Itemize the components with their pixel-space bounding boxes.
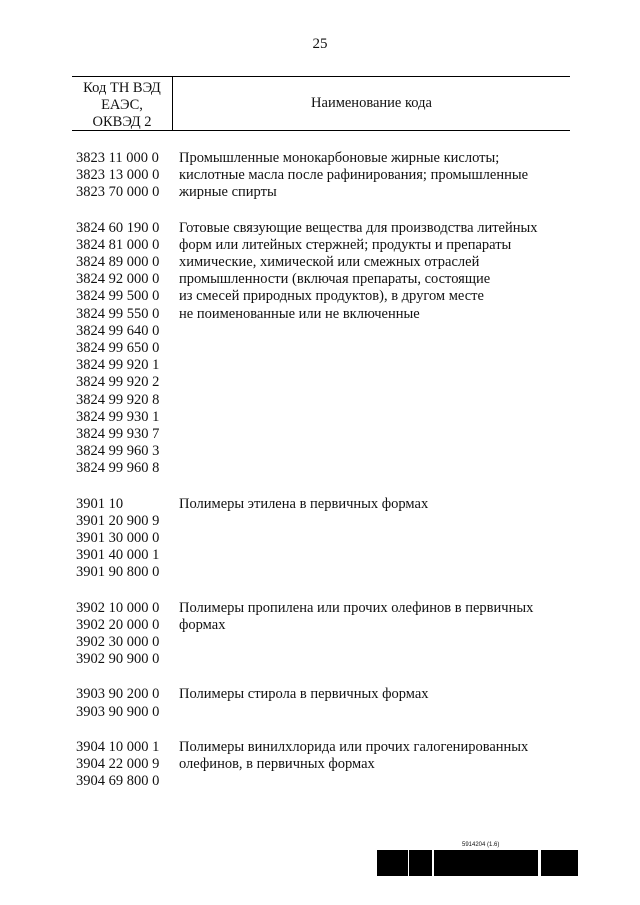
- header-code-column: [72, 80, 172, 131]
- barcode-bar: [382, 850, 385, 876]
- barcode-bar: [545, 850, 546, 876]
- barcode-bar: [541, 850, 542, 876]
- code-value: 3902 90 900 0: [76, 651, 160, 668]
- barcode-bar: [524, 850, 527, 876]
- barcode-bar: [519, 850, 520, 876]
- barcode-bar: [414, 850, 417, 876]
- table-row: [76, 686, 570, 720]
- description-line: формах: [179, 616, 226, 633]
- code-value: 3824 99 960 8: [76, 460, 160, 477]
- barcode-bar: [559, 850, 561, 876]
- barcode-bar: [377, 850, 378, 876]
- barcode-bar: [480, 850, 482, 876]
- code-description: [179, 686, 570, 720]
- barcode-bar: [492, 850, 493, 876]
- code-value: 3903 90 900 0: [76, 703, 160, 720]
- table-row: [76, 150, 570, 202]
- barcode-bar: [388, 850, 391, 876]
- barcode-bar: [561, 850, 564, 876]
- table-row: [76, 496, 570, 582]
- description-line: Полимеры пропилена или прочих олефинов в первичных: [179, 599, 534, 616]
- barcode-bar: [407, 850, 408, 876]
- barcode-bar: [537, 850, 538, 876]
- barcode-bar: [476, 850, 478, 876]
- barcode-bar: [555, 850, 558, 876]
- barcode-bar: [427, 850, 429, 876]
- code-value: 3824 81 000 0: [76, 236, 160, 253]
- code-list: [76, 600, 179, 669]
- barcode-bar: [425, 850, 426, 876]
- barcode-bar: [506, 850, 508, 876]
- code-value: 3824 99 960 3: [76, 443, 160, 460]
- code-description: [179, 496, 570, 582]
- code-value: 3901 10: [76, 495, 124, 512]
- barcode-bar: [571, 850, 572, 876]
- code-value: 3824 99 550 0: [76, 305, 160, 322]
- code-value: 3823 13 000 0: [76, 167, 160, 184]
- code-list: [76, 496, 179, 582]
- code-value: 3824 99 650 0: [76, 340, 160, 357]
- barcode-bar: [467, 850, 468, 876]
- barcode-bar: [536, 850, 537, 876]
- barcode-bar: [564, 850, 565, 876]
- barcode-bar: [577, 850, 578, 876]
- barcode-bar: [459, 850, 460, 876]
- barcode-bar: [471, 850, 474, 876]
- code-value: 3824 99 920 8: [76, 391, 160, 408]
- barcode-bar: [546, 850, 547, 876]
- code-value: 3904 69 800 0: [76, 773, 160, 790]
- barcode-bar: [378, 850, 379, 876]
- description-line: Полимеры винилхлорида или прочих галогенированных: [179, 738, 529, 755]
- barcode-bar: [527, 850, 528, 876]
- code-value: 3824 99 930 1: [76, 408, 160, 425]
- barcode-bar: [417, 850, 419, 876]
- barcode-bar: [461, 850, 463, 876]
- barcode-bar: [511, 850, 514, 876]
- code-value: 3904 10 000 1: [76, 738, 160, 755]
- code-value: 3823 11 000 0: [76, 150, 159, 166]
- header-name-column: Наименование кода: [311, 94, 432, 111]
- barcode-bar: [483, 850, 484, 876]
- barcode-bar: [381, 850, 382, 876]
- barcode-bar: [385, 850, 388, 876]
- barcode-bar: [508, 850, 511, 876]
- barcode-bar: [409, 850, 411, 876]
- description-line: Промышленные монокарбоновые жирные кислоты;: [179, 150, 500, 166]
- barcode-bar: [403, 850, 405, 876]
- barcode-bar: [554, 850, 555, 876]
- code-value: 3902 20 000 0: [76, 616, 160, 633]
- code-value: 3824 99 920 1: [76, 357, 160, 374]
- barcode-bar: [565, 850, 568, 876]
- barcode-bar: [395, 850, 398, 876]
- page-number: 25: [312, 36, 328, 52]
- barcode-bar: [501, 850, 503, 876]
- barcode-bar: [464, 850, 467, 876]
- barcode-bar: [430, 850, 432, 876]
- code-value: 3901 20 900 9: [76, 512, 160, 529]
- table-row: [76, 739, 570, 791]
- code-list: [76, 739, 179, 791]
- barcode-bar: [569, 850, 571, 876]
- description-line: промышленности (включая препараты, состоящие: [179, 271, 491, 288]
- header-code-line: ЕАЭС,: [101, 97, 143, 113]
- barcode-bar: [572, 850, 573, 876]
- description-line: кислотные масла после рафинирования; промышленные: [179, 167, 529, 184]
- barcode-bar: [533, 850, 535, 876]
- barcode-bar: [437, 850, 438, 876]
- barcode-bar: [379, 850, 381, 876]
- barcode-bar: [421, 850, 424, 876]
- document-serial: 5914204 (1.6): [462, 842, 500, 848]
- description-line: Полимеры стирола в первичных формах: [179, 686, 429, 703]
- barcode-bar: [544, 850, 545, 876]
- code-list: [76, 220, 179, 478]
- barcode-bar: [516, 850, 519, 876]
- barcode-bar: [482, 850, 483, 876]
- code-description: [179, 600, 570, 669]
- code-description: [179, 150, 570, 202]
- barcode-bar: [401, 850, 402, 876]
- table-row: [76, 600, 570, 669]
- code-value: 3901 40 000 1: [76, 547, 160, 564]
- description-line: Полимеры этилена в первичных формах: [179, 495, 429, 512]
- barcode-bar: [429, 850, 430, 876]
- code-value: 3824 99 930 7: [76, 426, 160, 443]
- barcode-bar: [391, 850, 394, 876]
- code-list: [76, 686, 179, 720]
- description-line: Готовые связующие вещества для производства литейных: [179, 219, 538, 236]
- barcode-bar: [475, 850, 476, 876]
- description-line: форм или литейных стержней; продукты и препараты: [179, 236, 512, 253]
- barcode-bar: [487, 850, 489, 876]
- barcode-bar: [484, 850, 485, 876]
- barcode-bar: [493, 850, 495, 876]
- code-value: 3824 99 640 0: [76, 322, 160, 339]
- barcode-bar: [411, 850, 412, 876]
- barcode-bar: [405, 850, 407, 876]
- code-value: 3823 70 000 0: [76, 184, 160, 201]
- barcode-bar: [426, 850, 427, 876]
- barcode-bar: [394, 850, 395, 876]
- barcode-bar: [542, 850, 544, 876]
- barcode-bar: [402, 850, 403, 876]
- barcode-bar: [576, 850, 577, 876]
- barcode-bar: [441, 850, 443, 876]
- code-description: [179, 739, 570, 791]
- barcode-bar: [498, 850, 501, 876]
- barcode-bar: [489, 850, 492, 876]
- barcode-bar: [478, 850, 480, 876]
- code-table-body: [76, 150, 570, 809]
- barcode-bar: [446, 850, 449, 876]
- barcode-bar: [485, 850, 487, 876]
- code-value: 3824 99 500 0: [76, 288, 160, 305]
- header-code-line: ОКВЭД 2: [92, 114, 152, 130]
- code-value: 3904 22 000 9: [76, 756, 160, 773]
- barcode-bar: [424, 850, 425, 876]
- description-line: олефинов, в первичных формах: [179, 756, 375, 773]
- barcode-bar: [468, 850, 471, 876]
- barcode-bar: [454, 850, 456, 876]
- barcode-icon: [377, 850, 580, 876]
- barcode-bar: [419, 850, 421, 876]
- barcode-bar: [434, 850, 437, 876]
- code-value: 3902 10 000 0: [76, 599, 160, 616]
- barcode-bar: [495, 850, 498, 876]
- code-description: [179, 220, 570, 478]
- barcode-bar: [514, 850, 516, 876]
- barcode-bar: [452, 850, 454, 876]
- barcode-bar: [530, 850, 533, 876]
- code-value: 3903 90 200 0: [76, 686, 160, 703]
- barcode-bar: [463, 850, 464, 876]
- barcode-bar: [573, 850, 576, 876]
- barcode-bar: [558, 850, 559, 876]
- barcode-bar: [398, 850, 401, 876]
- header-code-line: Код ТН ВЭД: [83, 80, 161, 96]
- barcode-bar: [474, 850, 475, 876]
- description-line: химические, химической или смежных отраслей: [179, 254, 480, 271]
- code-value: 3901 90 800 0: [76, 564, 160, 581]
- barcode-bar: [547, 850, 549, 876]
- barcode-bar: [456, 850, 459, 876]
- barcode-bar: [412, 850, 414, 876]
- barcode-bar: [551, 850, 554, 876]
- description-line: жирные спирты: [179, 184, 277, 201]
- code-list: [76, 150, 179, 202]
- code-value: 3824 89 000 0: [76, 254, 160, 271]
- barcode-bar: [460, 850, 461, 876]
- barcode-bar: [523, 850, 524, 876]
- code-value: 3902 30 000 0: [76, 634, 160, 651]
- barcode-bar: [443, 850, 446, 876]
- barcode-bar: [520, 850, 523, 876]
- code-value: 3824 99 920 2: [76, 374, 160, 391]
- description-line: из смесей природных продуктов), в другом месте: [179, 288, 484, 305]
- description-line: не поименованные или не включенные: [179, 305, 420, 322]
- barcode-bar: [503, 850, 506, 876]
- barcode-bar: [568, 850, 569, 876]
- table-row: [76, 220, 570, 478]
- barcode-bar: [449, 850, 452, 876]
- code-value: 3824 92 000 0: [76, 271, 160, 288]
- barcode-bar: [535, 850, 536, 876]
- barcode-bar: [438, 850, 441, 876]
- code-value: 3824 60 190 0: [76, 219, 160, 236]
- barcode-bar: [528, 850, 530, 876]
- code-value: 3901 30 000 0: [76, 530, 160, 547]
- barcode-bar: [549, 850, 551, 876]
